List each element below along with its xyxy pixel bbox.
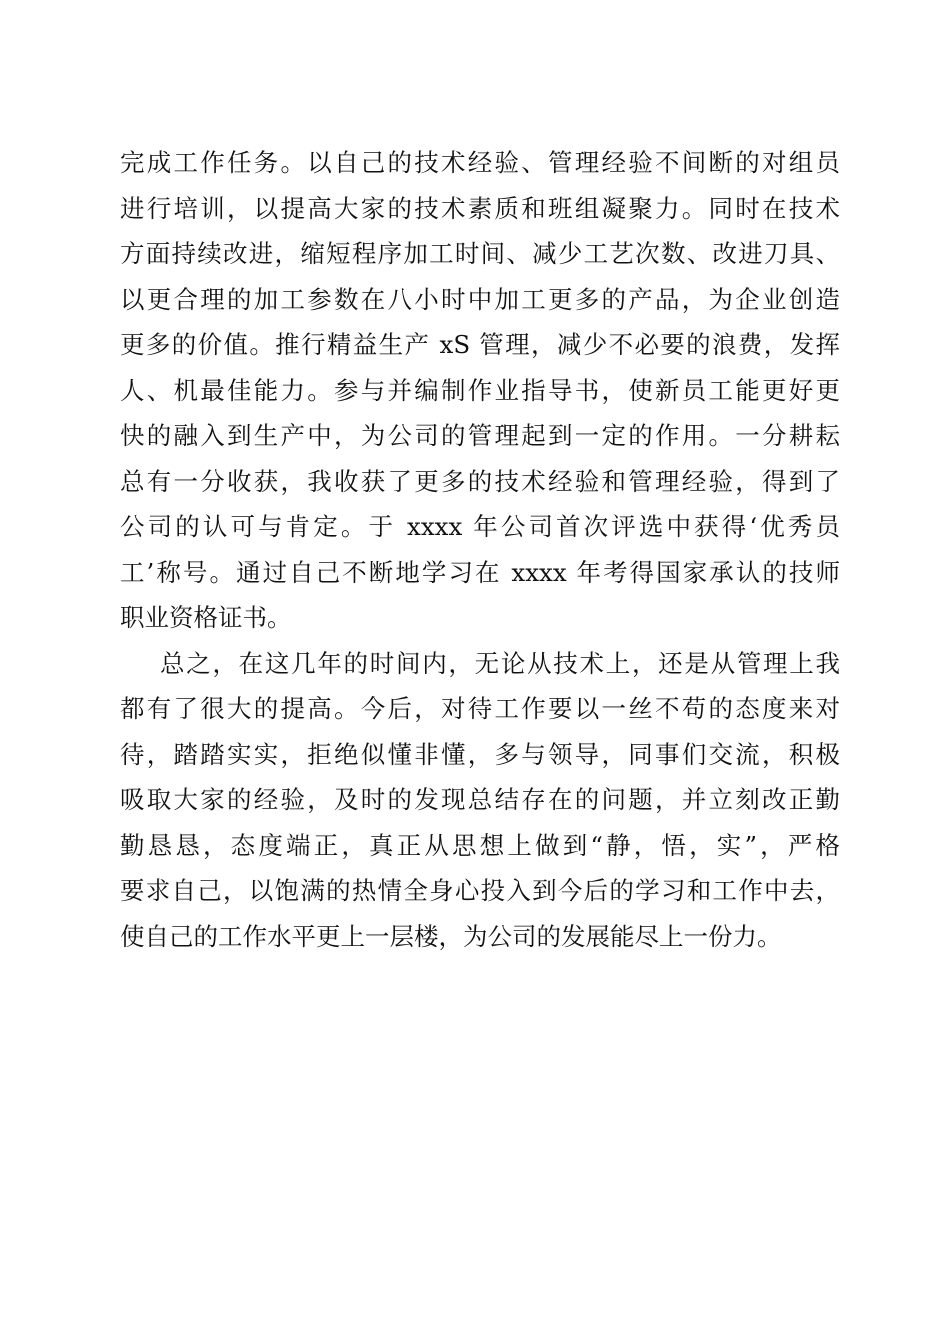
text-line: 人、机最佳能力。参与并编制作业指导书，使新员工能更好更 xyxy=(120,375,840,405)
text-line: 快的融入到生产中，为公司的管理起到一定的作用。一分耕耘 xyxy=(120,421,840,450)
text-line: 以更合理的加工参数在八小时中加工更多的产品，为企业创造 xyxy=(120,284,840,314)
text-line: 方面持续改进，缩短程序加工时间、减少工艺次数、改进刀具、 xyxy=(120,239,840,268)
text-line: 吸取大家的经验，及时的发现总结存在的问题，并立刻改正勤 xyxy=(120,785,840,814)
text-line: 进行培训，以提高大家的技术素质和班组凝聚力。同时在技术 xyxy=(120,193,840,223)
text-line: 总之，在这几年的时间内，无论从技术上，还是从管理上我 xyxy=(160,648,840,678)
text-line: 都有了很大的提高。今后，对待工作要以一丝不苟的态度来对 xyxy=(120,694,840,723)
paragraph-2 xyxy=(120,641,840,960)
text-line: 待，踏踏实实，拒绝似懂非懂，多与领导，同事们交流，积极 xyxy=(120,739,840,769)
text-line: 要求自己，以饱满的热情全身心投入到今后的学习和工作中去， xyxy=(120,876,840,905)
text-line: 完成工作任务。以自己的技术经验、管理经验不间断的对组员 xyxy=(120,148,840,177)
text-line: 勤恳恳，态度端正，真正从思想上做到“静，悟，实”，严格 xyxy=(120,830,840,860)
text-line: 使自己的工作水平更上一层楼，为公司的发展能尽上一份力。 xyxy=(120,921,782,951)
paragraph-1 xyxy=(120,140,840,641)
text-line: 工’称号。通过自己不断地学习在 xxxx 年考得国家承认的技师 xyxy=(120,557,840,587)
text-line: 公司的认可与肯定。于 xxxx 年公司首次评选中获得‘优秀员 xyxy=(120,512,840,541)
body-text xyxy=(120,140,840,959)
text-line: 更多的价值。推行精益生产 xS 管理，减少不必要的浪费，发挥 xyxy=(120,330,840,359)
text-line: 总有一分收获，我收获了更多的技术经验和管理经验，得到了 xyxy=(120,466,840,496)
text-line: 职业资格证书。 xyxy=(120,603,292,632)
